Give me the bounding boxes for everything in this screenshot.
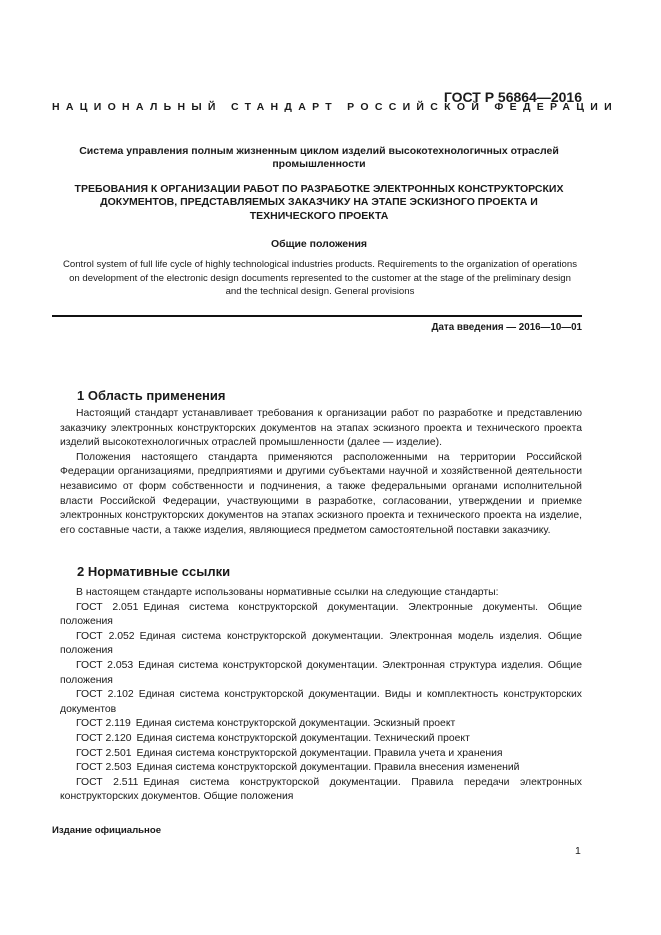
reference-code: ГОСТ 2.511 xyxy=(76,776,139,788)
section-2-heading: 2 Нормативные ссылки xyxy=(77,564,231,579)
reference-item xyxy=(60,776,582,805)
section-2-body xyxy=(60,586,582,805)
reference-item xyxy=(60,630,582,659)
paragraph: Настоящий стандарт устанавливает требования к организации работ по разработке и представлению заказчику электронных конструкторских документов на этапах эскизного проекта и технического проекта изделий высокотехнологичных отраслей промышленности (далее — изделие). xyxy=(60,408,582,449)
reference-item xyxy=(60,688,582,717)
reference-item xyxy=(60,747,582,762)
paragraph: Положения настоящего стандарта применяются расположенными на территории Российской Федерации организациями, предприятиями и другими субъектами научной и хозяйственной деятельности независимо от форм собственности и подчинения, а также федеральными органами исполнительной власти Российской Федерации, участвующими в разработке, согласовании, утверждении и приемке электронных конструкторских документов на этапах эскизного проекта и технического проекта на изделие, его составные части, а также изделия, являющиеся предметом самостоятельной поставки заказчику. xyxy=(60,451,582,536)
introduction-date: Дата введения — 2016—10—01 xyxy=(431,322,582,333)
reference-item xyxy=(60,717,582,732)
references-intro: В настоящем стандарте использованы нормативные ссылки на следующие стандарты: xyxy=(76,587,499,598)
reference-item xyxy=(60,732,582,747)
reference-code: ГОСТ 2.051 xyxy=(76,601,139,613)
reference-title: Единая система конструкторской документации. Технический проект xyxy=(136,732,470,744)
document-number: ГОСТ Р 56864—2016 xyxy=(443,89,582,105)
reference-title: Единая система конструкторской документации. Правила учета и хранения xyxy=(136,747,503,759)
reference-title: Единая система конструкторской документации. Электронная модель изделия. Общие положения xyxy=(60,630,582,657)
section-1-body xyxy=(60,407,582,538)
reference-code: ГОСТ 2.102 xyxy=(76,689,134,701)
document-part-title: Общие положения xyxy=(270,238,368,250)
reference-item xyxy=(60,659,582,688)
reference-item xyxy=(60,761,582,776)
document-title: ТРЕБОВАНИЯ К ОРГАНИЗАЦИИ РАБОТ ПО РАЗРАБОТКЕ ЭЛЕКТРОННЫХ КОНСТРУКТОРСКИХ ДОКУМЕНТОВ, ПРЕДСТАВЛЯЕМЫХ ЗАКАЗЧИКУ НА ЭТАПЕ ЭСКИЗНОГО ПРОЕКТА И ТЕХНИЧЕСКОГО ПРОЕКТА xyxy=(74,183,564,222)
reference-title: Единая система конструкторской документации. Правила внесения изменений xyxy=(136,762,520,774)
reference-code: ГОСТ 2.120 xyxy=(76,732,132,744)
document-subtitle: Система управления полным жизненным циклом изделий высокотехнологичных отраслей промышленности xyxy=(79,145,559,170)
reference-code: ГОСТ 2.501 xyxy=(76,747,132,759)
reference-title: Единая система конструкторской документации. Правила передачи электронных конструкторских документов. Общие положения xyxy=(60,776,582,803)
official-edition-label: Издание официальное xyxy=(52,825,162,836)
reference-list xyxy=(60,601,582,805)
section-1-heading: 1 Область применения xyxy=(77,388,226,403)
reference-title: Единая система конструкторской документации. Электронные документы. Общие положения xyxy=(60,601,582,628)
reference-code: ГОСТ 2.119 xyxy=(76,718,131,730)
reference-item xyxy=(60,601,582,630)
english-title: Control system of full life cycle of highly technological industries products. Requirements to the organization of operations on development of the electronic design documents represented to the customer at the stage of the preliminary design and the technical design. General provisions xyxy=(62,259,578,298)
reference-code: ГОСТ 2.052 xyxy=(76,630,135,642)
page-number: 1 xyxy=(575,845,581,857)
reference-code: ГОСТ 2.053 xyxy=(76,659,134,671)
national-standard-banner: НАЦИОНАЛЬНЫЙ СТАНДАРТ РОССИЙСКОЙ ФЕДЕРАЦИИ xyxy=(52,101,618,113)
reference-code: ГОСТ 2.503 xyxy=(76,762,132,774)
reference-title: Единая система конструкторской документации. Эскизный проект xyxy=(135,718,456,730)
reference-title: Единая система конструкторской документации. Виды и комплектность конструкторских документов xyxy=(60,689,582,715)
reference-title: Единая система конструкторской документации. Электронная структура изделия. Общие положения xyxy=(60,659,582,686)
title-divider xyxy=(52,315,582,317)
